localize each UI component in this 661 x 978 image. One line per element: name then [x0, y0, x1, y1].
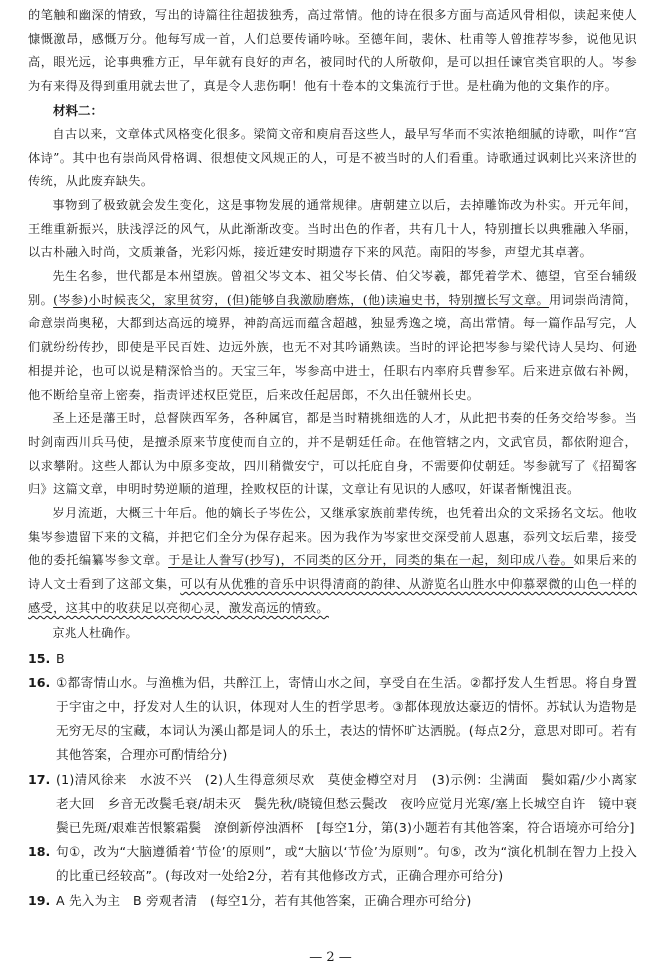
answer-number: 16.	[28, 674, 51, 690]
answer-number: 19.	[28, 892, 51, 908]
answer-text: B	[56, 650, 65, 666]
answer-item	[28, 647, 637, 671]
passage-text: 用词崇尚清简，命意崇尚奥秘，大都到达高远的境界，神韵高远而蕴含超越，独显秀逸之境，高出常情。每一篇作品写完，人们就纷纷传抄，即使是平民百姓、边远外族，也无不对其吟诵熟读。当时的评论把岑参与梁代诗人吴均、何逊相提并论，也可以说是精深恰当的。天宝三年，岑参高中进士，任职右内率府兵曹参军。后来进京做右补阙，他不断给皇帝上密奏，指责评述权臣党臣，后来改任起居郎，不久出任虢州长史。	[28, 292, 638, 402]
underlined-sentence: 于是让人誊写(抄写)，不同类的区分开，同类的集在一起，刻印成八卷。	[168, 553, 574, 568]
page-number: — 2 —	[309, 950, 352, 965]
passage-paragraph-5	[28, 502, 637, 621]
answer-item	[28, 671, 637, 768]
answer-number: 17.	[28, 771, 51, 787]
answer-item	[28, 889, 637, 913]
passage-paragraph-1: 自古以来，文章体式风格变化很多。梁简文帝和庾肩吾这些人，最早写华而不实浓艳细腻的诗歌，叫作“宫体诗”。其中也有崇尚风骨格调、很想使文风规正的人，可是不被当时的人们看重。诗歌通过讽刺比兴来济世的传统，从此废弃缺失。	[28, 126, 637, 189]
answer-text: (1)清风徐来 水波不兴 (2)人生得意须尽欢 莫使金樽空对月 (3)示例：尘满面 鬓如霜/少小离家老大回 乡音无改鬓毛衰/胡未灭 鬓先秋/晓镜但愁云鬓改 夜吟应觉月光寒/塞上长城空自许 镜中衰鬓已先斑/艰难苦恨繁霜鬓 潦倒新停浊酒杯 [每空1分，第(3)小题若有其他答案，符合语境亦可给分]	[56, 771, 637, 835]
answer-text: 句①，改为“大脑遵循着‘节俭’的原则”，或“大脑以‘节俭’为原则”。句⑤，改为“演化机制在智力上投入的比重已经较高”。(每改对一处给2分，若有其他修改方式，正确合理亦可给分)	[56, 844, 637, 884]
answer-text: A 先入为主 B 旁观者清 (每空1分，若有其他答案，正确合理亦可给分)	[56, 892, 472, 908]
passage-text: 如果后来的诗人文士看到了这部文集，	[28, 553, 637, 592]
answer-item	[28, 768, 637, 841]
wavy-underlined-sentence: 可以有从优雅的音乐中识得清商的韵律、从游览名山胜水中仰慕翠微的山色一样的感受，这其中的收获足以亮彻心灵，激发高远的情致。	[28, 577, 637, 615]
author-signature: 京兆人杜确作。	[52, 625, 138, 640]
underlined-sentence: (岑参)小时候丧父，家里贫穷，(但)能够自我激励磨炼，(他)读遍史书，特别擅长写文章。	[53, 292, 550, 307]
passage-paragraph-2: 事物到了极致就会发生变化，这是事物发展的通常规律。唐朝建立以后，去掉雕饰改为朴实。开元年间，王维重新振兴，肤浅浮泛的风气，从此渐渐改变。当时出色的作者，共有几十人，特别擅长以典雅融入华丽，以古朴融入时尚，文质兼备，光彩闪烁，接近建安时期遗存下来的风范。南阳的岑参，声望尤其卓著。	[28, 197, 637, 260]
answer-number: 15.	[28, 650, 51, 666]
answer-text: ①都寄情山水。与渔樵为侣，共醉江上，寄情山水之间，享受自在生活。②都抒发人生哲思。将自身置于宇宙之中，抒发对人生的认识，体现对人生的哲学思考。③都体现放达豪迈的情怀。苏轼认为造物是无穷无尽的宝藏，本词认为溪山都是词人的乐土，表达的情怀旷达洒脱。(每点2分，意思对即可。若有其他答案，合理亦可酌情给分)	[56, 674, 637, 763]
answer-item	[28, 840, 637, 888]
material-two-heading: 材料二：	[53, 102, 104, 118]
passage-paragraph-0: 的笔触和幽深的情致，写出的诗篇往往超拔独秀，高过常情。他的诗在很多方面与高适风骨相似，读起来使人慷慨激昂，感慨万分。他每写成一首，人们总要传诵吟咏。至德年间，裴休、杜甫等人曾推荐岑参，说他见识高，眼光远，论事典雅方正，早年就有良好的声名，被同时代的人所敬仰，是可以担任谏官类官职的人。岑参为有来得及得到重用就去世了，真是令人悲伤啊！他有十卷本的文集流行于世。是杜确为他的文集作的序。	[28, 8, 637, 94]
passage-paragraph-3	[28, 265, 637, 407]
passage-text: 岁月流逝，大概三十年后。他的嫡长子岑佐公，又继承家族前辈传统，也凭着出众的文采扬名文坛。他收集岑参遗留下来的文稿，并把它们全分为保存起来。因为我作为岑家世交深受前人恩惠，忝列文坛后辈，接受他的委托编纂岑参文章。	[28, 506, 637, 568]
passage-text: 先生名参，世代都是本州望族。曾祖父岑文本、祖父岑长倩、伯父岑羲，都凭着学术、德望，官至台辅级别。	[28, 269, 637, 307]
passage-paragraph-4: 圣上还是藩王时，总督陕西军务，各种属官，都是当时精挑细选的人才，从此把书奏的任务交给岑参。当时剑南西川兵马使，是擅杀原来节度使而自立的，并不是朝廷任命。在他管辖之内，文武官员，都依附迎合，以求攀附。这些人都认为中原多变故，四川稍微安宁，可以托庇自身，不需要仰仗朝廷。岑参就写了《招蜀客归》这篇文章，申明时势逆顺的道理，拴败权臣的计谋，文章让有见识的人感叹，奸谋者惭愧沮丧。	[28, 411, 637, 497]
answer-number: 18.	[28, 844, 51, 860]
answer-list	[28, 647, 637, 913]
